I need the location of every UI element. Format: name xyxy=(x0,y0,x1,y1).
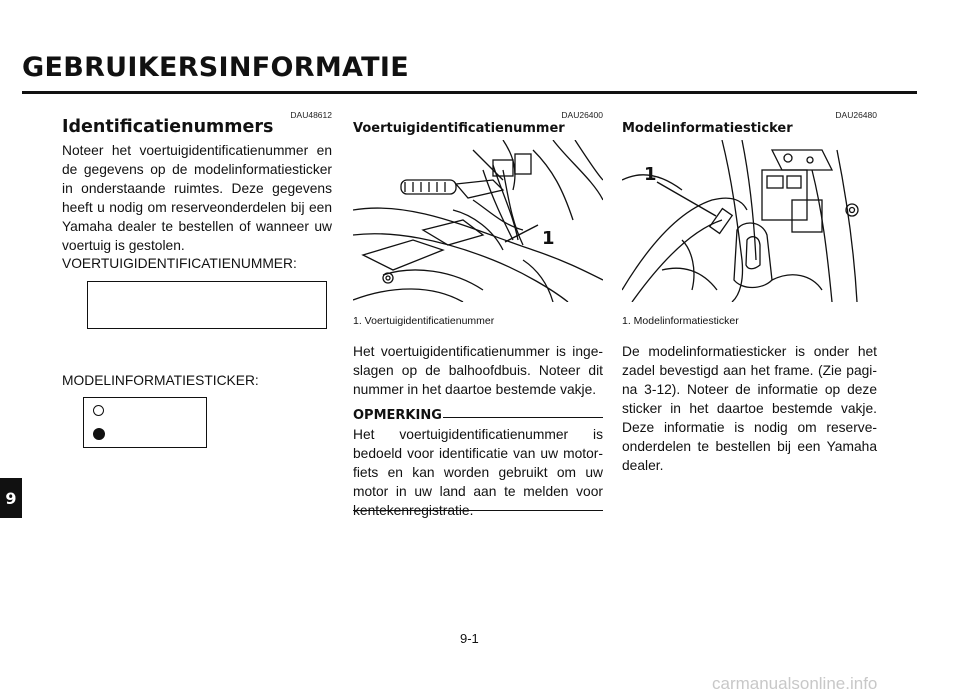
section-heading-model-sticker: Modelinformatiesticker xyxy=(622,121,793,136)
doc-code-left: DAU48612 xyxy=(290,110,332,120)
note-paragraph: Het voertuigidentificatienummer is bedoeld voor identificatie van uw motorfiets en kan worden gebruikt om uw motor in uw land aan te melden voor kentekenregistratie. xyxy=(353,427,603,518)
section-heading-vin: Voertuigidentificatienummer xyxy=(353,121,565,136)
page-header-title: GEBRUIKERSINFORMATIE xyxy=(22,52,409,83)
header-rule xyxy=(22,91,917,94)
middle-column xyxy=(353,342,603,399)
model-sticker-label: MODELINFORMATIESTICKER: xyxy=(62,373,259,388)
model-sticker-box xyxy=(83,397,207,448)
left-column xyxy=(62,141,332,255)
model-sticker-callout-number: 1 xyxy=(644,164,657,185)
filled-circle-icon xyxy=(93,428,105,440)
right-column xyxy=(622,342,877,475)
doc-code-right: DAU26480 xyxy=(835,110,877,120)
vin-callout-number: 1 xyxy=(542,228,555,249)
note-box xyxy=(353,425,603,520)
page-number: 9-1 xyxy=(460,631,479,646)
watermark: carmanualsonline.info xyxy=(712,674,878,693)
section-heading-identification: Identificatienummers xyxy=(62,117,274,137)
chapter-tab: 9 xyxy=(0,478,22,518)
model-sticker-photo-caption: 1. Modelinformatiesticker xyxy=(622,315,739,327)
vin-label: VOERTUIGIDENTIFICATIENUMMER: xyxy=(62,256,297,271)
vin-entry-box xyxy=(87,281,327,329)
doc-code-middle: DAU26400 xyxy=(561,110,603,120)
vin-photo-caption: 1. Voertuigidentificatienummer xyxy=(353,315,495,327)
note-bottom-rule xyxy=(353,510,603,511)
vin-paragraph: Het voertuigidentificatienummer is ingeslagen op de balhoofdbuis. Noteer dit nummer in het daartoe bestemde vakje. xyxy=(353,344,603,397)
vin-location-photo xyxy=(353,140,603,302)
model-sticker-location-photo xyxy=(622,140,877,302)
note-title: OPMERKING xyxy=(353,408,442,423)
note-top-rule xyxy=(443,417,603,418)
intro-paragraph: Noteer het voertuigidentificatienummer en de gegevens op de modelinformatiesticker in onderstaande ruimtes. Deze gegevens heeft u nodig om reserveonderdelen bij een Yamaha dealer te bestellen of wanneer uw voertuig is gestolen. xyxy=(62,143,332,253)
model-sticker-paragraph: De modelinformatiesticker is onder het zadel bevestigd aan het frame. (Zie pagina 3-12). Noteer de informatie op deze sticker in het daartoe bestemde vakje. Deze informatie is nodig om reserveonderdelen te bestellen bij een Yamaha dealer. xyxy=(622,344,877,473)
open-circle-icon xyxy=(93,405,104,416)
